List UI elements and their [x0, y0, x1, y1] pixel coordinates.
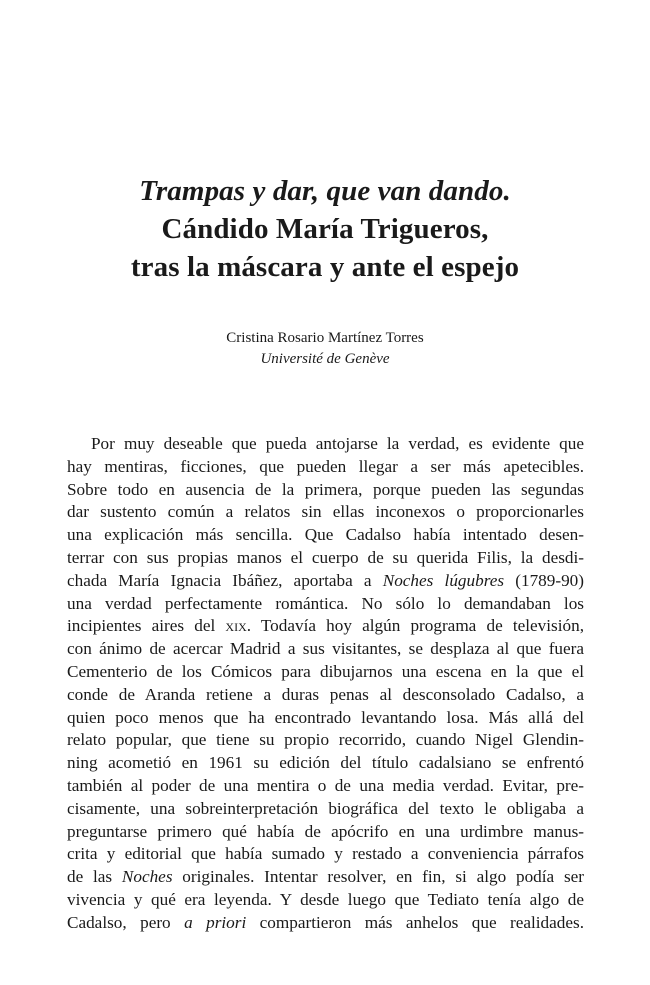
body-text-segment: originales. Intentar resolver, en fin, si algo podía ser — [172, 867, 584, 887]
body-text-segment: compartieron más anhelos que realidades. — [246, 912, 584, 932]
author-info — [60, 328, 590, 370]
title-line-3: tras la máscara y ante el espejo — [130, 251, 520, 283]
body-line: preguntarse primero qué había de apócrifo en una urdimbre manus- — [67, 821, 584, 841]
author-affiliation: Université de Genève — [260, 351, 390, 367]
body-text-segment: chada María Ignacia Ibáñez, aportaba a — [67, 570, 383, 590]
body-line — [67, 912, 584, 935]
body-line: quien poco menos que ha encontrado levantando losa. Más allá del — [67, 707, 584, 727]
body-line: Cementerio de los Cómicos para dibujarnos una escena en la que el — [67, 661, 584, 681]
body-text-segment: de las — [67, 867, 122, 887]
italic-a-priori: a priori — [184, 912, 247, 932]
body-line: conde de Aranda retiene a duras penas al desconsolado Cadalso, a — [67, 684, 584, 704]
italic-title-noches-lugubres: Noches lúgubres — [382, 570, 505, 590]
author-name: Cristina Rosario Martínez Torres — [226, 330, 424, 346]
body-text-segment: incipientes aires del — [67, 616, 226, 636]
italic-title-noches: Noches — [121, 867, 173, 887]
body-line: con ánimo de acercar Madrid a sus visitantes, se desplaza al que fuera — [67, 639, 584, 659]
title-line-2: Cándido María Trigueros, — [161, 213, 489, 245]
title-line-1: Trampas y dar, que van dando. — [139, 175, 511, 207]
body-line: cisamente, una sobreinterpretación biográfica del texto le obligaba a — [67, 798, 584, 818]
body-text-segment: Cadalso, pero — [67, 912, 185, 932]
body-line: Por muy deseable que pueda antojarse la verdad, es evidente que — [91, 434, 584, 453]
body-line — [67, 570, 584, 593]
body-line: terrar con sus propias manos el cuerpo de su querida Filis, la desdi- — [67, 547, 584, 567]
body-line: relato popular, que tiene su propio recorrido, cuando Nigel Glendin- — [67, 730, 584, 750]
small-caps-century: xix — [225, 616, 247, 636]
body-line: dar sustento común a relatos sin ellas inconexos o proporcionarles — [67, 502, 584, 522]
body-line: ning acometió en 1961 su edición del título cadalsiano se enfrentó — [67, 753, 584, 773]
body-line — [67, 866, 584, 889]
body-line: crita y editorial que había sumado y restado a conveniencia párrafos — [67, 844, 584, 864]
body-line — [67, 615, 584, 638]
body-line: hay mentiras, ficciones, que pueden llegar a ser más apetecibles. — [67, 456, 584, 476]
body-line: Sobre todo en ausencia de la primera, porque pueden las segundas — [67, 479, 584, 499]
body-line: una explicación más sencilla. Que Cadalso había intentado desen- — [67, 525, 584, 545]
body-line: una verdad perfectamente romántica. No sólo lo demandaban los — [67, 593, 584, 613]
body-text-segment: (1789-90) — [504, 570, 584, 590]
body-text-segment: . Todavía hoy algún programa de televisión, — [246, 616, 584, 636]
body-line: también al poder de una mentira o de una media verdad. Evitar, pre- — [67, 775, 584, 795]
chapter-title — [60, 172, 590, 286]
body-line: vivencia y qué era leyenda. Y desde luego que Tediato tenía algo de — [67, 889, 584, 909]
body-paragraph — [67, 433, 584, 935]
